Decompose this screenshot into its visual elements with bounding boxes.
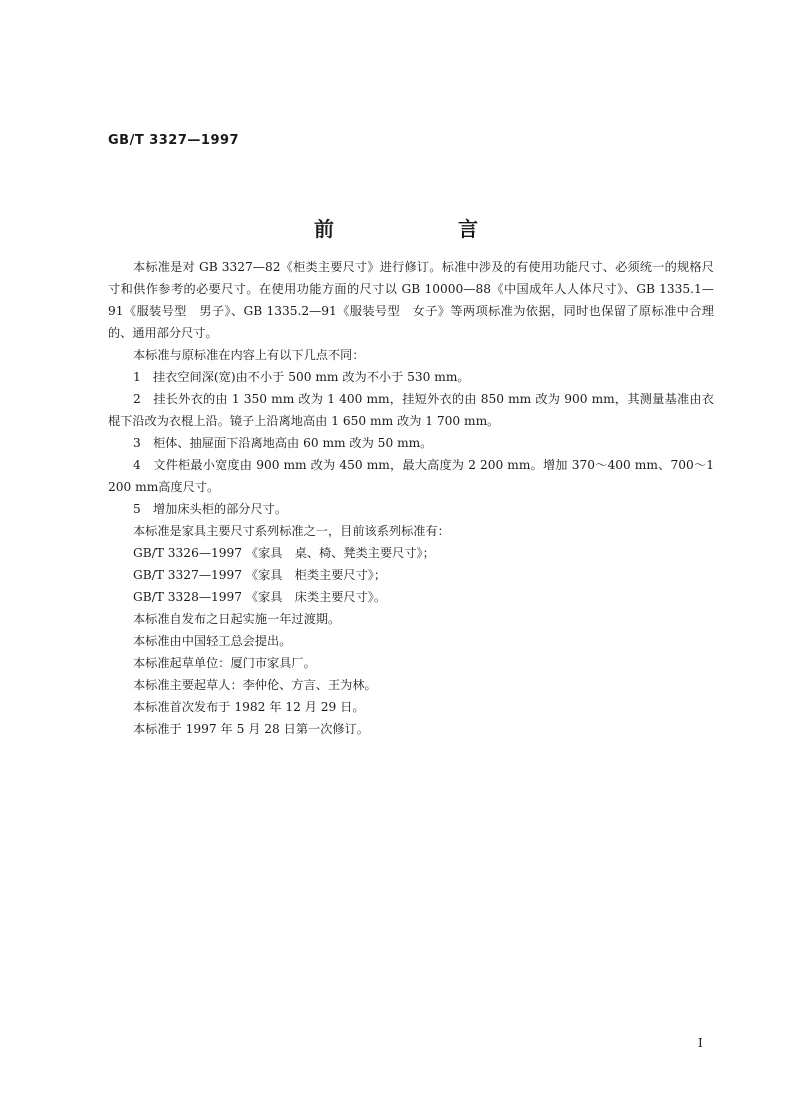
document-body [108,256,714,740]
page-title: 前 言 [314,217,530,241]
standard-code: GB/T 3327—1997 [108,133,240,148]
page-number: I [698,1036,703,1050]
paragraph-differences-lead: 本标准与原标准在内容上有以下几点不同： [133,348,365,362]
paragraph-transition: 本标准自发布之日起实施一年过渡期。 [133,612,341,626]
list-item-2: 2 挂长外衣的由 1 350 mm 改为 1 400 mm，挂短外衣的由 850 mm 改为 900 mm，其测量基准由衣棍下沿改为衣棍上沿。镜子上沿离地高由 1 650 mm 改为 1 700 mm。 [108,392,714,428]
list-item-3: 3 柜体、抽屉面下沿离地高由 60 mm 改为 50 mm。 [133,436,433,450]
series-standard-1: GB/T 3326—1997 《家具 桌、椅、凳类主要尺寸》； [133,546,435,560]
paragraph-revision: 本标准于 1997 年 5 月 28 日第一次修订。 [133,722,369,736]
list-item-4: 4 文件柜最小宽度由 900 mm 改为 450 mm，最大高度为 2 200 mm。增加 370～400 mm、700～1 200 mm高度尺寸。 [108,458,714,494]
paragraph-series-lead: 本标准是家具主要尺寸系列标准之一，目前该系列标准有： [133,524,450,538]
paragraph-drafters: 本标准主要起草人：李仲伦、方言、王为林。 [133,678,377,692]
series-standard-2: GB/T 3327—1997 《家具 柜类主要尺寸》； [133,568,387,582]
paragraph-intro: 本标准是对 GB 3327—82《柜类主要尺寸》进行修订。标准中涉及的有使用功能尺寸、必须统一的规格尺寸和供作参考的必要尺寸。在使用功能方面的尺寸以 GB 10000—88《中国成年人人体尺寸》、GB 1335.1—91《服装号型 男子》、GB 1335.2—91《服装号型 女子》等两项标准为依据，同时也保留了原标准中合理的、通用部分尺寸。 [108,260,714,340]
series-standard-3: GB/T 3328—1997 《家具 床类主要尺寸》。 [133,590,387,604]
paragraph-proposer: 本标准由中国轻工总会提出。 [133,634,292,648]
paragraph-first-release: 本标准首次发布于 1982 年 12 月 29 日。 [133,700,365,714]
list-item-5: 5 增加床头柜的部分尺寸。 [133,502,288,516]
list-item-1: 1 挂衣空间深(宽)由不小于 500 mm 改为不小于 530 mm。 [133,370,470,384]
paragraph-drafting-unit: 本标准起草单位：厦门市家具厂。 [133,656,316,670]
